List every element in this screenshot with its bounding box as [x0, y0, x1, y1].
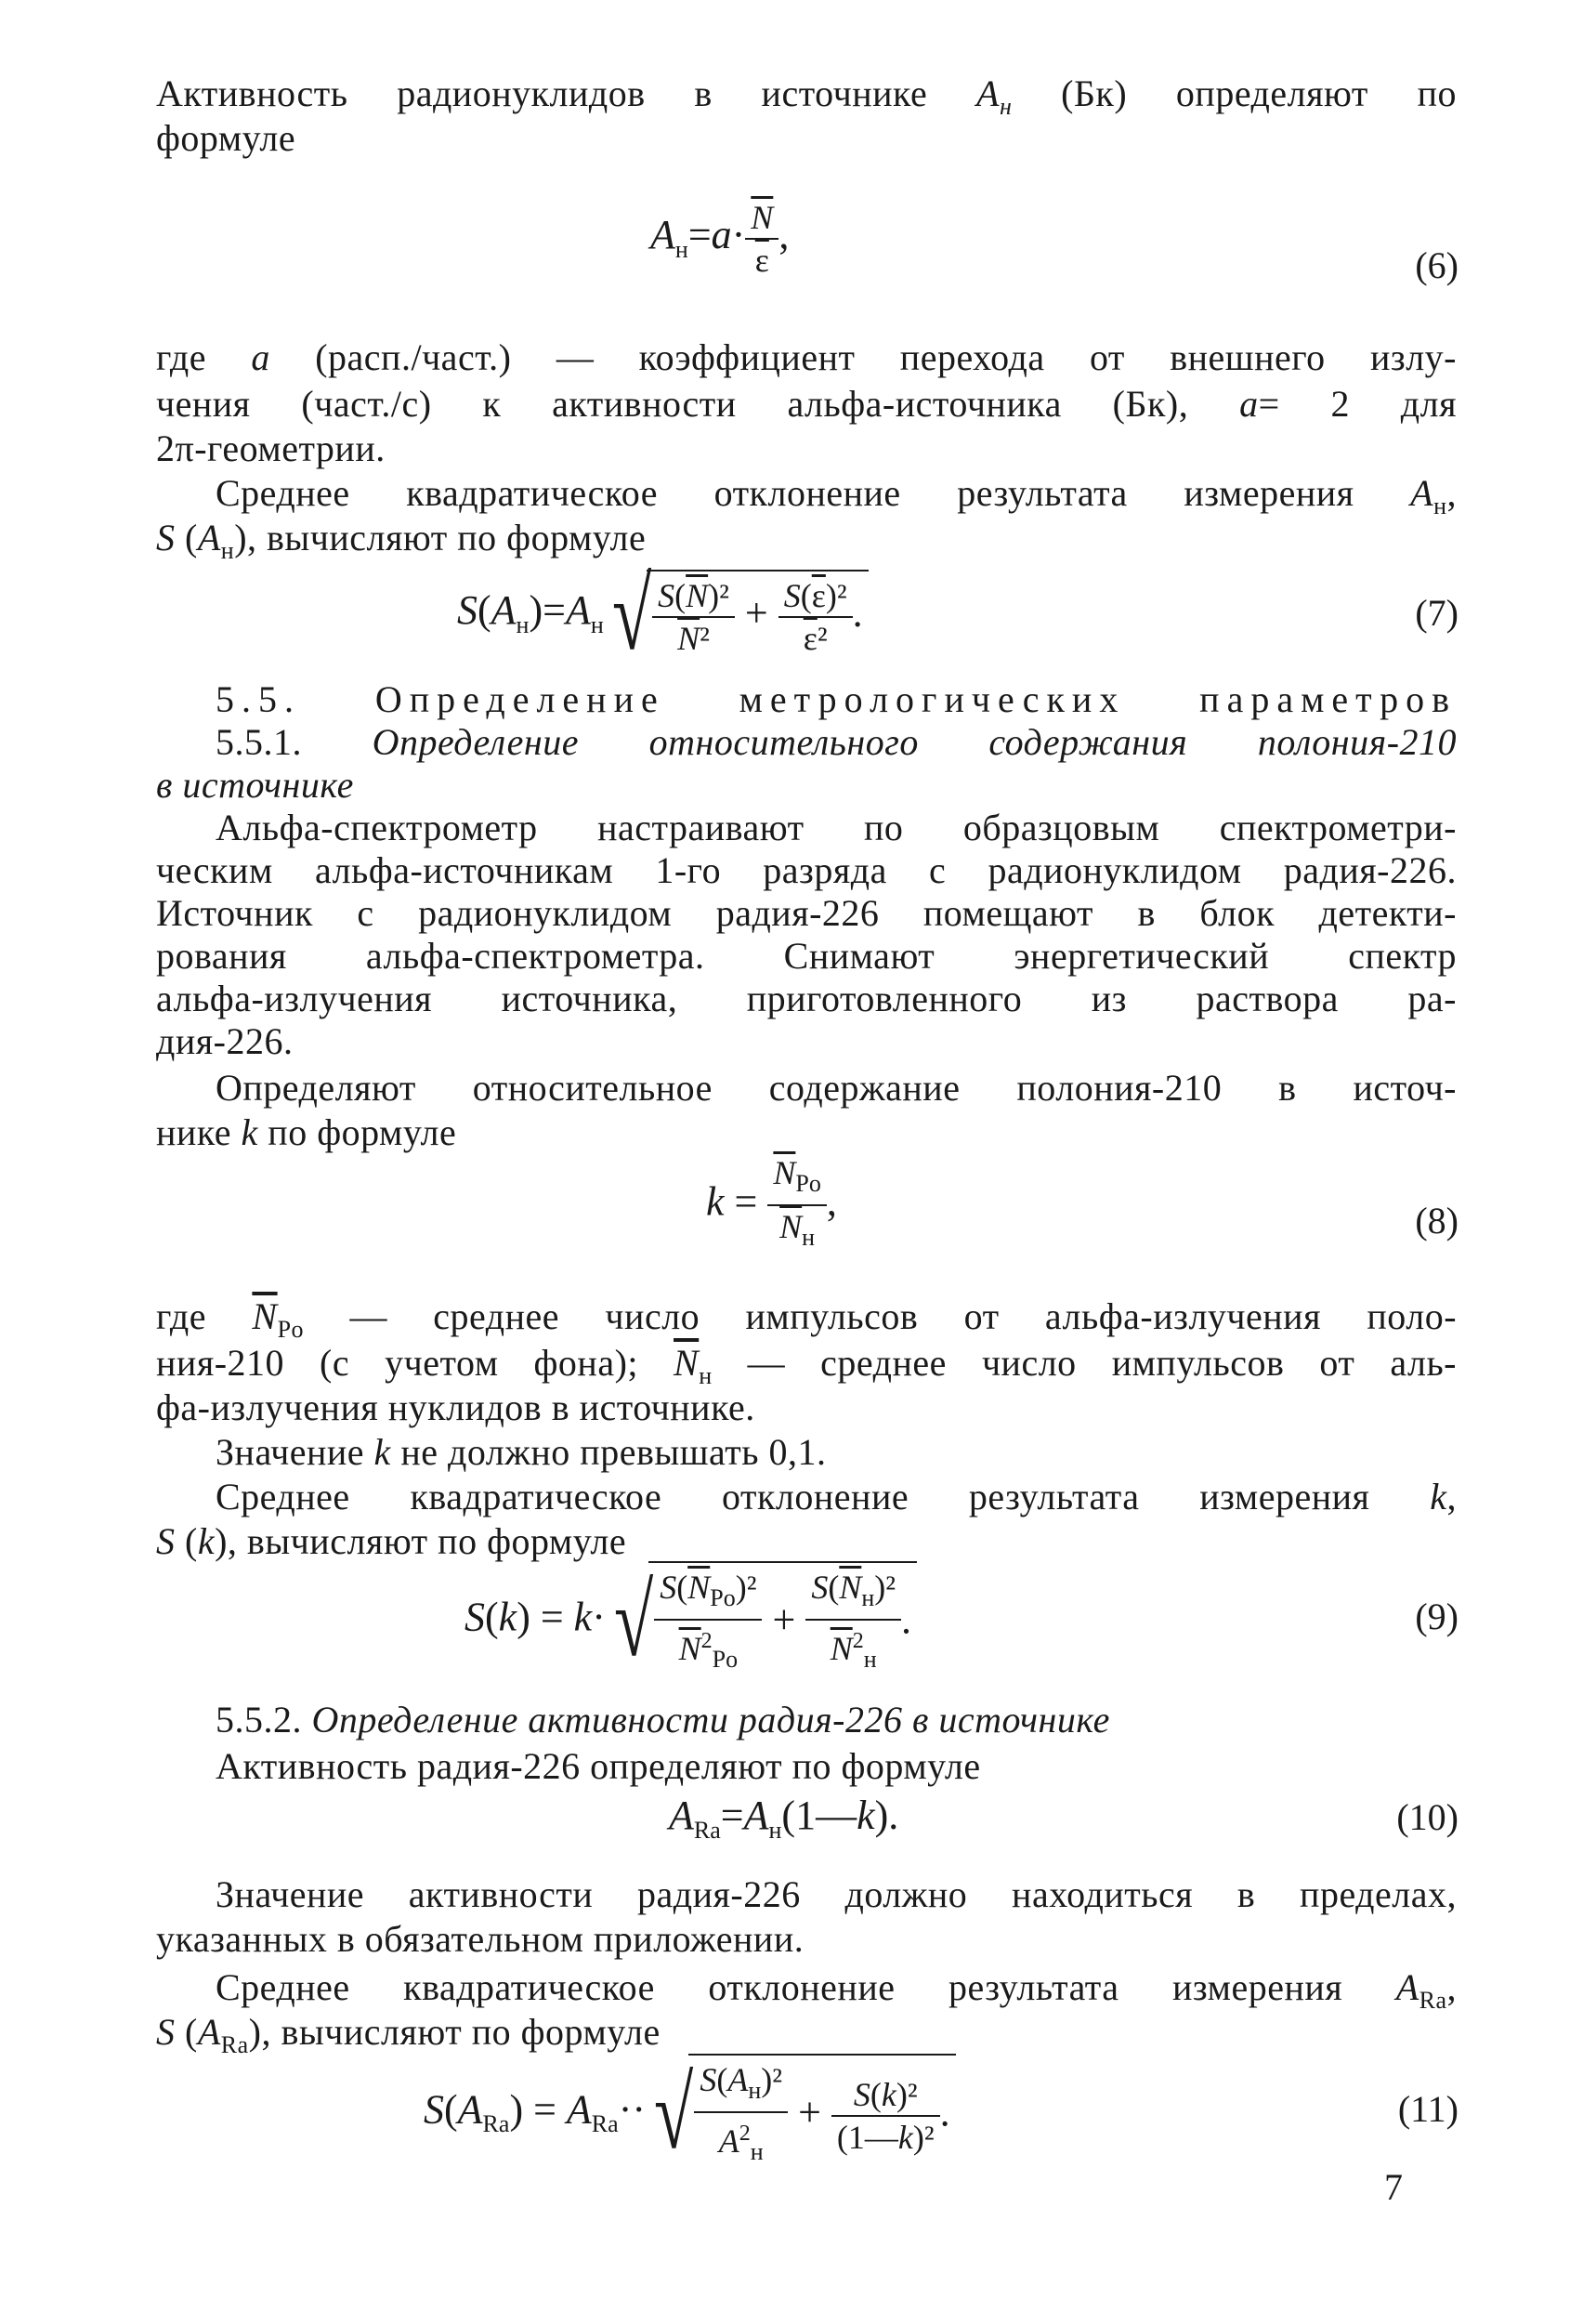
text-line: Среднее квадратическое отклонение результата измерения k, — [216, 1476, 1458, 1517]
text-line: указанных в обязательном приложении. — [156, 1918, 805, 1960]
text-line: Среднее квадратическое отклонение результата измерения $A_н$, — [216, 472, 1458, 519]
text-line: Среднее квадратическое отклонение результата измерения $A_{Ra}$, — [216, 1966, 1458, 2014]
equation-number: (6) — [1415, 244, 1459, 286]
text-line: чения (част./с) к активности альфа-источника (Бк), a= 2 для — [156, 383, 1458, 425]
equation-number: (9) — [1415, 1596, 1459, 1637]
text-line: Определяют относительное содержание полония-210 в источ- — [216, 1067, 1457, 1109]
text-line: S $(A_н)$, вычисляют по формуле — [156, 517, 647, 564]
text-line: Значение активности радия-226 должно находиться в пределах, — [216, 1873, 1457, 1915]
text-line: рования альфа-спектрометра. Снимают энергетический спектр — [156, 935, 1457, 977]
formula-7: $S(A_н)=A_н√$ $\frac{S(\overline{N})^2}{\overline{N}^2}$ + $\frac{S(\overline{\varepsilon})^2}{\overline{\varepsilon}^2}$ . — [457, 563, 869, 665]
formula-6: $A_н=a\cdot$ $\frac{\overline{N}}{\varepsilon}$ , — [650, 199, 790, 279]
subsection-heading-5-5-1: 5.5.1. Определение относительного содержания полония-210 — [216, 721, 1458, 763]
formula-9: S(k) = k·√ $\frac{S(\overline{N}_{Po})^2}{\overline{N}^2_{Po}}$ + $\frac{S(\overline{N}_н)^2}{\overline{N}^2_н}$ . — [464, 1561, 917, 1680]
equation-number: (10) — [1396, 1796, 1459, 1838]
text-line: Источник с радионуклидом радия-226 помещают в блок детекти- — [156, 892, 1457, 934]
equation-number: (11) — [1397, 2088, 1459, 2130]
symbol-A-n: $A_н$ — [976, 72, 1013, 120]
formula-8: k = $\frac{\overline{N}_{Po}}{\overline{N}_н}$ , — [706, 1152, 837, 1258]
text-line: дия-226. — [156, 1020, 294, 1062]
text-line: формуле — [156, 117, 296, 159]
page-number: 7 — [1384, 2166, 1403, 2208]
equation-number: (8) — [1415, 1200, 1459, 1241]
text-line: нике k по формуле — [156, 1111, 457, 1153]
text-line: альфа-излучения источника, приготовленного из раствора ра- — [156, 978, 1457, 1019]
section-heading-5-5: 5.5. Определение метрологических параметров — [216, 678, 1457, 720]
subsection-heading-cont: в источнике — [156, 764, 354, 806]
text-line: фа-излучения нуклидов в источнике. — [156, 1386, 755, 1428]
text-line: ческим альфа-источникам 1-го разряда с радионуклидом радия-226. — [156, 849, 1457, 891]
equation-number: (7) — [1415, 592, 1459, 634]
text-line: 2π-геометрии. — [156, 427, 386, 469]
text-line: Значение k не должно превышать 0,1. — [216, 1431, 827, 1473]
text-line: Активность радионуклидов в источнике $A_н$ (Бк) определяют по — [156, 72, 1458, 120]
text-line: Активность радия-226 определяют по формуле — [216, 1745, 981, 1787]
formula-10: $A_{Ra}=A_н(1—k)$. — [669, 1793, 899, 1844]
text-line: где a (расп./част.) — коэффициент перехода от внешнего излу- — [156, 336, 1457, 378]
formula-11: $S(A_{Ra}) = A_{Ra}\cdot\cdot√$ $\frac{S(A_н)^2}{A^2_н}$ + $\frac{\text{S(k)²}}{\text{(1—k)²}}$ . — [424, 2054, 956, 2173]
text-line: S $(A_{Ra})$, вычисляют по формуле — [156, 2011, 661, 2058]
text-line: Альфа-спектрометр настраивают по образцовым спектрометри- — [216, 807, 1457, 848]
subsection-heading-5-5-2: 5.5.2. Определение активности радия-226 в источнике — [216, 1699, 1110, 1741]
text-line: S (k), вычисляют по формуле — [156, 1520, 627, 1562]
text-line: ния-210 (с учетом фона); $\overline{N}_н$ — среднее число импульсов от аль- — [156, 1342, 1458, 1389]
text-line: где $\overline{N}_{Po}$ — среднее число импульсов от альфа-излучения поло- — [156, 1295, 1458, 1343]
